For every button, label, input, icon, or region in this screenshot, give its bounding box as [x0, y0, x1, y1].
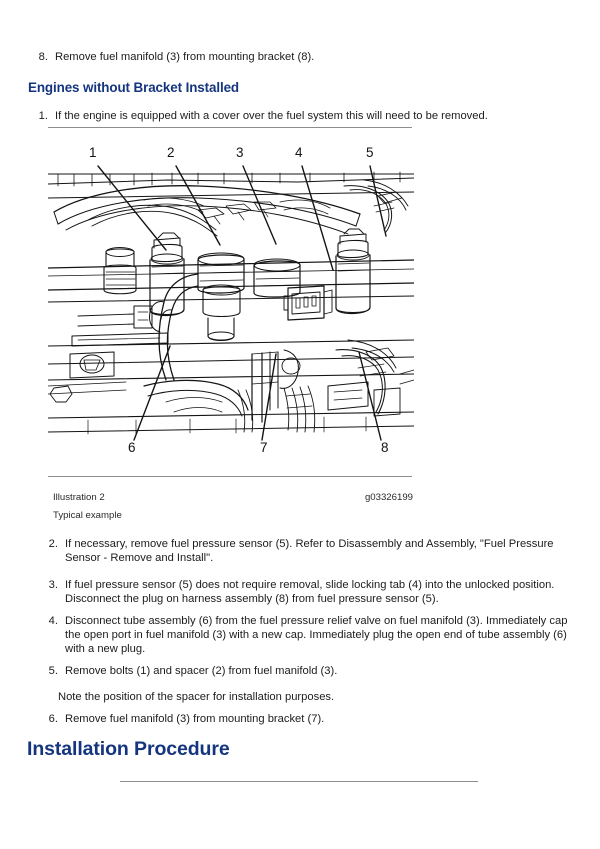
callout-number-2: 2: [167, 145, 175, 160]
list-item-text: Disconnect tube assembly (6) from the fuel pressure relief valve on fuel manifold (3). Immediately cap the open port in fuel manifold (3) with a new cap. Immediately plug the open end of tube assembly (6) with a new plug.: [65, 615, 568, 656]
callout-number-5: 5: [366, 145, 374, 160]
section-heading: Engines without Bracket Installed: [28, 80, 239, 95]
callout-number-7: 7: [260, 440, 268, 455]
callout-number-1: 1: [89, 145, 97, 160]
list-item-text: Remove bolts (1) and spacer (2) from fuel manifold (3).: [65, 665, 338, 677]
divider-below-installation-heading: [120, 781, 478, 782]
installation-procedure-heading: Installation Procedure: [27, 738, 230, 760]
list-item-text: If necessary, remove fuel pressure sensor (5). Refer to Disassembly and Assembly, "Fuel Pressure Sensor - Remove and Install".: [65, 538, 554, 565]
illustration-caption: [53, 492, 413, 503]
list-item: [38, 614, 586, 657]
callout-number-4: 4: [295, 145, 303, 160]
illustration-figure: [48, 140, 414, 465]
callout-leader-line-7: [262, 354, 276, 440]
list-item-number: 8.: [38, 51, 48, 63]
list-item-number: 1.: [38, 110, 48, 122]
divider-above-illustration: [48, 127, 412, 128]
engine-fuel-manifold-line-drawing: [48, 140, 414, 465]
list-item: [38, 537, 578, 565]
list-item: [38, 664, 578, 678]
divider-below-illustration: [48, 476, 412, 477]
note-paragraph: Note the position of the spacer for installation purposes.: [58, 691, 335, 703]
list-item-text: If the engine is equipped with a cover over the fuel system this will need to be removed.: [55, 110, 488, 122]
list-item-number: 4.: [48, 615, 58, 627]
illustration-subtitle: Typical example: [53, 510, 122, 521]
list-item: [28, 50, 568, 64]
list-item: [28, 109, 573, 123]
callout-leader-line-6: [134, 346, 170, 440]
illustration-id: g03326199: [364, 492, 413, 503]
callout-number-3: 3: [236, 145, 244, 160]
list-item-number: 5.: [48, 665, 58, 677]
callout-leader-line-1: [98, 166, 166, 250]
callout-number-6: 6: [128, 440, 136, 455]
list-item: [38, 712, 578, 726]
callout-number-8: 8: [381, 440, 389, 455]
list-item-number: 3.: [48, 579, 58, 591]
illustration-title: Illustration 2: [53, 492, 105, 503]
list-item-number: 6.: [48, 713, 58, 725]
list-item-text: If fuel pressure sensor (5) does not require removal, slide locking tab (4) into the unlocked position. Disconnect the plug on harness assembly (8) from fuel pressure sensor (5).: [65, 579, 555, 606]
list-item: [38, 578, 583, 606]
list-item-text: Remove fuel manifold (3) from mounting bracket (7).: [65, 713, 325, 725]
list-item-text: Remove fuel manifold (3) from mounting bracket (8).: [55, 51, 315, 63]
list-item-number: 2.: [48, 538, 58, 550]
